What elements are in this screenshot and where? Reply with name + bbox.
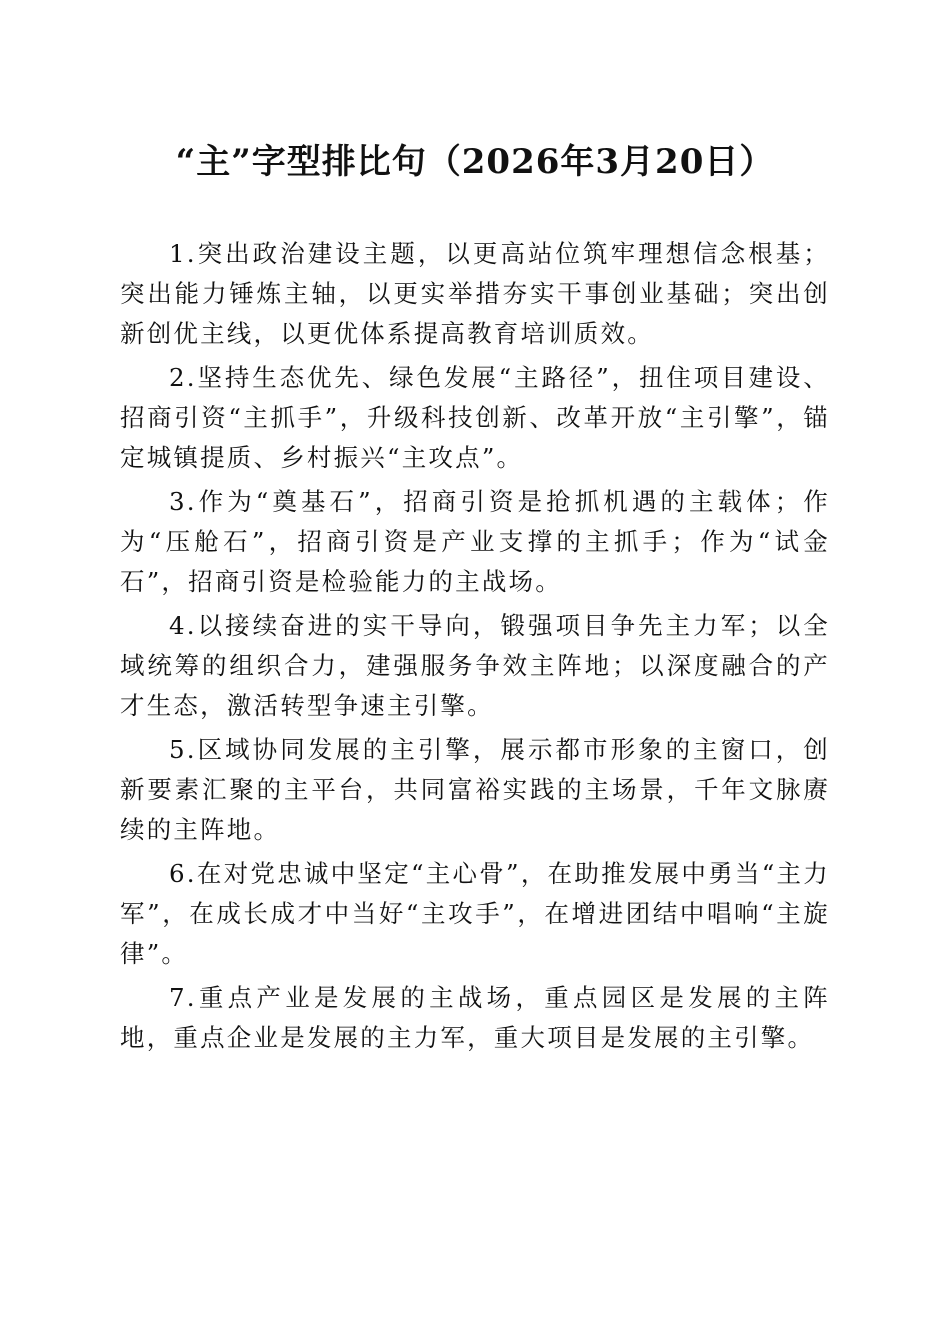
paragraph-1: 1.突出政治建设主题，以更高站位筑牢理想信念根基；突出能力锤炼主轴，以更实举措夯实干事创业基础；突出创新创优主线，以更优体系提高教育培训质效。: [120, 239, 830, 348]
paragraph-5: 5.区域协同发展的主引擎，展示都市形象的主窗口，创新要素汇聚的主平台，共同富裕实践的主场景，千年文脉赓续的主阵地。: [120, 735, 830, 844]
paragraph-3: 3.作为“奠基石”，招商引资是抢抓机遇的主载体；作为“压舱石”，招商引资是产业支撑的主抓手；作为“试金石”，招商引资是检验能力的主战场。: [120, 487, 830, 596]
paragraph-6: 6.在对党忠诚中坚定“主心骨”，在助推发展中勇当“主力军”，在成长成才中当好“主攻手”，在增进团结中唱响“主旋律”。: [120, 859, 830, 968]
document-body: [120, 234, 830, 1062]
paragraph-7: 7.重点产业是发展的主战场，重点园区是发展的主阵地，重点企业是发展的主力军，重大项目是发展的主引擎。: [120, 983, 830, 1052]
paragraph-2: 2.坚持生态优先、绿色发展“主路径”，扭住项目建设、招商引资“主抓手”，升级科技创新、改革开放“主引擎”，锚定城镇提质、乡村振兴“主攻点”。: [120, 363, 830, 472]
document-title: “主”字型排比句（2026年3月20日）: [175, 142, 775, 182]
paragraph-4: 4.以接续奋进的实干导向，锻强项目争先主力军；以全域统筹的组织合力，建强服务争效主阵地；以深度融合的产才生态，激活转型争速主引擎。: [120, 611, 830, 720]
